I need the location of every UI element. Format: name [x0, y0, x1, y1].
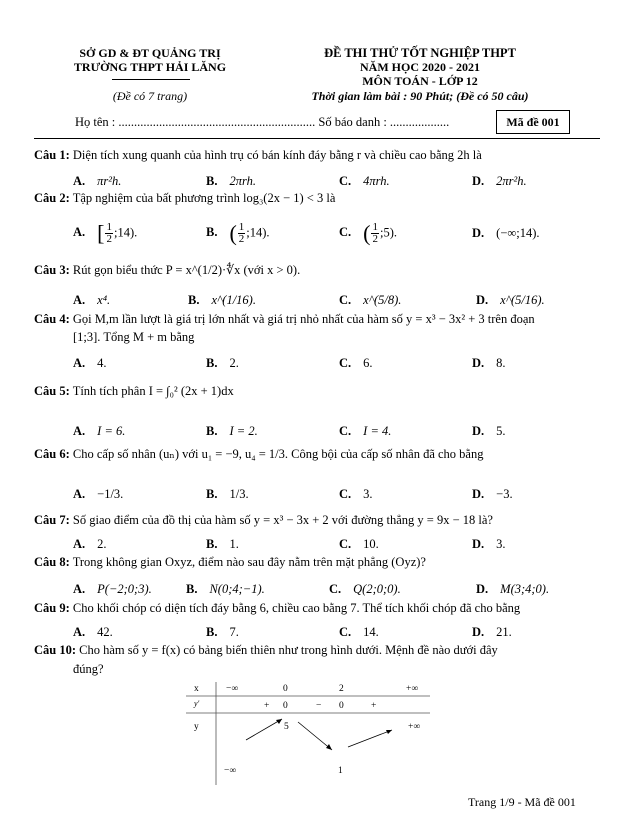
page-footer: Trang 1/9 - Mã đề 001 [468, 795, 576, 809]
q2-c: C. ( $\frac{1}{2}$ ;5). [339, 220, 397, 246]
question-5: Câu 5: Tính tích phân I = ∫₀² (2x + 1)dx [34, 384, 234, 398]
q3-text: Rút gọn biểu thức P = x^(1/2)·∜x (với x > 0). [72, 263, 301, 277]
q7-b: B. 1. [206, 537, 239, 551]
thoi-gian: Thời gian làm bài : 90 Phút; (Đề có 50 câu) [311, 89, 529, 103]
mon-hoc: MÔN TOÁN - LỚP 12 [362, 74, 478, 88]
q3-b: B. x^(1/16). [188, 293, 256, 307]
bbt-x1: −∞ [226, 684, 239, 694]
q6-d: D. −3. [472, 487, 513, 501]
bbt-x2: 0 [283, 684, 288, 694]
q1-c: C. 4πrh. [339, 174, 390, 188]
q8-b: B. N(0;4;−1). [186, 582, 265, 596]
q2-text: Tập nghiệm của bất phương trình log₃(2x − 1) < 3 là [72, 191, 336, 205]
q9-text: Cho khối chóp có diện tích đáy bằng 6, chiều cao bằng 7. Thể tích khối chóp đã cho bằng [72, 601, 521, 615]
question-9: Câu 9: Cho khối chóp có diện tích đáy bằng 6, chiều cao bằng 7. Thể tích khối chóp đã cho bằng [34, 601, 521, 615]
q2-a: A. [ $\frac{1}{2}$ ;14). [73, 220, 138, 246]
q3-a: A. x⁴. [73, 293, 111, 307]
bbt-yp-label: y' [194, 699, 200, 708]
bbt-x-label: x [194, 684, 199, 694]
q7-d: D. 3. [472, 537, 506, 551]
bbt-z2: 0 [339, 701, 344, 711]
bbt-y-bottom: 1 [338, 766, 343, 776]
q1-text: Diện tích xung quanh của hình trụ có bán kính đáy bằng r và chiều cao bằng 2h là [72, 148, 482, 162]
q6-text: Cho cấp số nhân (uₙ) với u₁ = −9, u₄ = 1/3. Công bội của cấp số nhân đã cho bằng [72, 447, 484, 461]
q7-c: C. 10. [339, 537, 379, 551]
arrow-up-1 [246, 719, 282, 740]
q2-d: D. (−∞;14). [472, 226, 540, 240]
q9-d: D. 21. [472, 625, 512, 639]
q8-c: C. Q(2;0;0). [329, 582, 401, 596]
q4-c: C. 6. [339, 356, 373, 370]
truong: TRƯỜNG THPT HẢI LĂNG [73, 60, 227, 74]
q9-b: B. 7. [206, 625, 239, 639]
q1-a: A. πr²h. [73, 174, 122, 188]
variation-table [186, 682, 430, 785]
question-2: Câu 2: Tập nghiệm của bất phương trình log₃(2x − 1) < 3 là [34, 191, 336, 205]
question-6: Câu 6: Cho cấp số nhân (uₙ) với u₁ = −9, u₄ = 1/3. Công bội của cấp số nhân đã cho bằng [34, 447, 484, 461]
bbt-y-left: −∞ [224, 766, 237, 776]
bbt-x3: 2 [339, 684, 344, 694]
q5-b: B. I = 2. [206, 424, 258, 438]
q5-a: A. I = 6. [73, 424, 126, 438]
q4-d: D. 8. [472, 356, 506, 370]
ma-de-box: Mã đề 001 [496, 110, 570, 134]
q3-c: C. x^(5/8). [339, 293, 402, 307]
q5-text: Tính tích phân I = ∫₀² (2x + 1)dx [72, 384, 234, 398]
top-rule [34, 138, 600, 139]
q10-text: Cho hàm số y = f(x) có bảng biến thiên như trong hình dưới. Mệnh đề nào dưới đây [79, 643, 498, 657]
q5-c: C. I = 4. [339, 424, 392, 438]
q1-b: B. 2πrh. [206, 174, 256, 188]
q5-d: D. 5. [472, 424, 506, 438]
q7-text: Số giao điểm của đồ thị của hàm số y = x³ − 3x + 2 với đường thẳng y = 9x − 18 là? [72, 513, 493, 527]
question-3: Câu 3: Rút gọn biểu thức P = x^(1/2)·∜x (với x > 0). [34, 263, 301, 277]
arrow-up-2 [348, 730, 392, 747]
question-1 [34, 148, 602, 163]
q8-a: A. P(−2;0;3). [73, 582, 152, 596]
question-8: Câu 8: Trong không gian Oxyz, điểm nào sau đây nằm trên mặt phẳng (Oyz)? [34, 555, 426, 569]
q8-d: D. M(3;4;0). [476, 582, 550, 596]
q1-d: D. 2πr²h. [472, 174, 527, 188]
de-thi-title: ĐỀ THI THỬ TỐT NGHIỆP THPT [324, 46, 516, 60]
bbt-x4: +∞ [406, 684, 419, 694]
bbt-z1: 0 [283, 701, 288, 711]
q4-b: B. 2. [206, 356, 239, 370]
q4-text-2: [1;3]. Tổng M + m bằng [73, 330, 195, 344]
question-10: Câu 10: Cho hàm số y = f(x) có bảng biến thiên như trong hình dưới. Mệnh đề nào dưới đây [34, 643, 498, 657]
bbt-s1: + [264, 701, 270, 711]
question-7: Câu 7: Số giao điểm của đồ thị của hàm số y = x³ − 3x + 2 với đường thẳng y = 9x − 18 là? [34, 513, 493, 527]
q8-text: Trong không gian Oxyz, điểm nào sau đây nằm trên mặt phẳng (Oyz)? [72, 555, 426, 569]
q10-text-2: đúng? [73, 662, 104, 676]
q4-text: Gọi M,m lần lượt là giá trị lớn nhất và giá trị nhỏ nhất của hàm số y = x³ − 3x² + 3 trên đoạn [72, 312, 535, 326]
q3-d: D. x^(5/16). [476, 293, 545, 307]
q9-c: C. 14. [339, 625, 379, 639]
q7-a: A. 2. [73, 537, 107, 551]
arrow-down [298, 722, 332, 750]
bbt-y-right: +∞ [408, 722, 421, 732]
q6-b: B. 1/3. [206, 487, 249, 501]
q1-label: Câu 1: [34, 148, 70, 162]
nam-hoc: NĂM HỌC 2020 - 2021 [360, 60, 480, 74]
bbt-s2: − [316, 701, 322, 711]
bbt-s3: + [371, 701, 377, 711]
ho-ten-line: Họ tên : ............................................................... Số báo danh : ................... [75, 115, 450, 129]
bbt-y-top: 5 [284, 722, 289, 732]
header-rule [112, 79, 190, 80]
q6-c: C. 3. [339, 487, 373, 501]
bbt-y-label: y [194, 722, 199, 732]
q6-a: A. −1/3. [73, 487, 124, 501]
so-gd: SỞ GD & ĐT QUẢNG TRỊ [79, 46, 221, 60]
q4-a: A. 4. [73, 356, 107, 370]
so-trang: (Đề có 7 trang) [112, 89, 188, 103]
q9-a: A. 42. [73, 625, 113, 639]
question-4: Câu 4: Gọi M,m lần lượt là giá trị lớn nhất và giá trị nhỏ nhất của hàm số y = x³ − 3x² + 3 trên đoạn [34, 312, 535, 326]
variation-table-grid [186, 682, 430, 785]
q2-b: B. ( $\frac{1}{2}$ ;14). [206, 220, 270, 246]
